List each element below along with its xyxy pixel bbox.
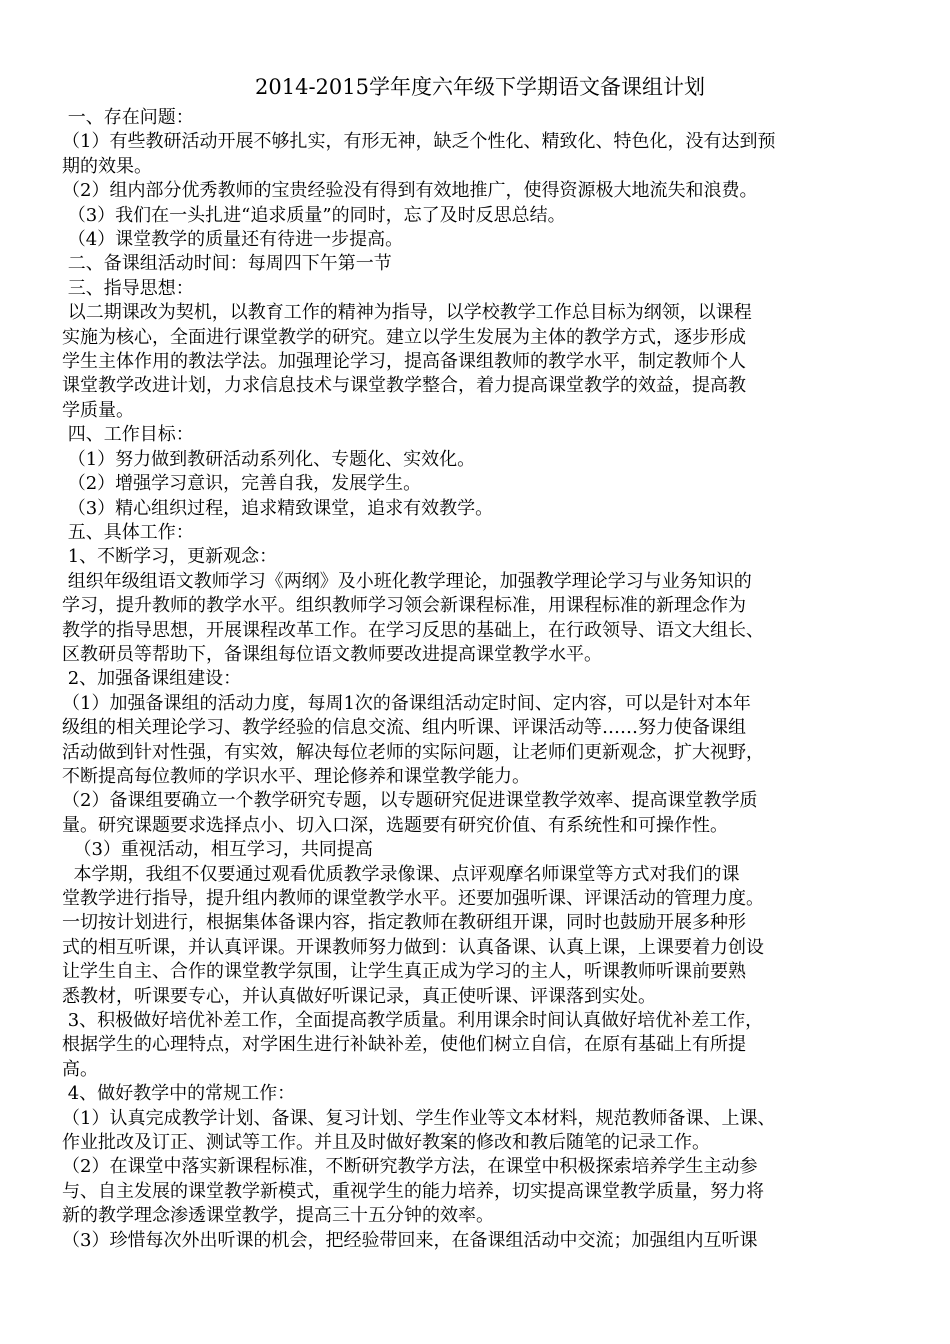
text-line: 式的相互听课，并认真评课。开课教师努力做到：认真备课、认真上课，上课要着力创设 xyxy=(62,936,764,958)
text-line: （3）重视活动，相互学习，共同提高 xyxy=(62,839,373,861)
document-title: 2014-2015学年度六年级下学期语文备课组计划 xyxy=(255,75,705,99)
text-line: 悉教材，听课要专心，并认真做好听课记录，真正使听课、评课落到实处。 xyxy=(62,985,656,1007)
text-line: （2）增强学习意识，完善自我，发展学生。 xyxy=(62,473,422,495)
text-line: 活动做到针对性强，有实效，解决每位老师的实际问题，让老师们更新观念，扩大视野， xyxy=(62,741,764,763)
text-line: （2）备课组要确立一个教学研究专题，以专题研究促进课堂教学效率、提高课堂教学质 xyxy=(62,790,758,812)
text-line: 课堂教学改进计划，力求信息技术与课堂教学整合，着力提高课堂教学的效益，提高教 xyxy=(62,375,746,397)
text-line: （4）课堂教学的质量还有待进一步提高。 xyxy=(62,229,404,251)
text-line: 量。研究课题要求选择点小、切入口深，选题要有研究价值、有系统性和可操作性。 xyxy=(62,814,728,836)
text-line: 学习，提升教师的教学水平。组织教师学习领会新课程标准，用课程标准的新理念作为 xyxy=(62,595,746,617)
text-line: 组织年级组语文教师学习《两纲》及小班化教学理论，加强教学理论学习与业务知识的 xyxy=(62,570,752,592)
text-line: 以二期课改为契机，以教育工作的精神为指导，以学校教学工作总目标为纲领，以课程 xyxy=(62,302,752,324)
text-line: （3）珍惜每次外出听课的机会，把经验带回来，在备课组活动中交流；加强组内互听课 xyxy=(62,1229,758,1251)
text-line: 期的效果。 xyxy=(62,155,152,177)
document-body xyxy=(62,106,898,1253)
text-line: 教学的指导思想，开展课程改革工作。在学习反思的基础上，在行政领导、语文大组长、 xyxy=(62,619,764,641)
text-line: （3）我们在一头扎进“追求质量”的同时，忘了及时反思总结。 xyxy=(62,204,566,226)
text-line: 让学生自主、合作的课堂教学氛围，让学生真正成为学习的主人，听课教师听课前要熟 xyxy=(62,961,746,983)
text-line: 五、具体工作： xyxy=(62,521,194,543)
text-line: （1）有些教研活动开展不够扎实，有形无神，缺乏个性化、精致化、特色化，没有达到预 xyxy=(62,131,776,153)
text-line: 不断提高每位教师的学识水平、理论修养和课堂教学能力。 xyxy=(62,765,530,787)
text-line: 三、指导思想： xyxy=(62,277,194,299)
text-line: （1）努力做到教研活动系列化、专题化、实效化。 xyxy=(62,448,476,470)
text-line: 一、存在问题： xyxy=(62,107,194,128)
text-line: 4、做好教学中的常规工作： xyxy=(62,1083,296,1105)
text-line: 级组的相关理论学习、教学经验的信息交流、组内听课、评课活动等……努力使备课组 xyxy=(62,717,746,739)
text-line: 作业批改及订正、测试等工作。并且及时做好教案的修改和教后随笔的记录工作。 xyxy=(62,1132,710,1154)
text-line: 学质量。 xyxy=(62,399,134,421)
text-line: 本学期，我组不仅要通过观看优质教学录像课、点评观摩名师课堂等方式对我们的课 xyxy=(62,863,740,885)
text-line: 3、积极做好培优补差工作，全面提高教学质量。利用课余时间认真做好培优补差工作， xyxy=(62,1010,764,1032)
text-line: 学生主体作用的教法学法。加强理论学习，提高备课组教师的教学水平，制定教师个人 xyxy=(62,351,746,373)
text-line: 一切按计划进行，根据集体备课内容，指定教师在教研组开课，同时也鼓励开展多种形 xyxy=(62,912,746,934)
text-line: （1）认真完成教学计划、备课、复习计划、学生作业等文本材料，规范教师备课、上课、 xyxy=(62,1107,776,1129)
text-line: （2）组内部分优秀教师的宝贵经验没有得到有效地推广，使得资源极大地流失和浪费。 xyxy=(62,180,758,202)
text-line: 四、工作目标： xyxy=(62,424,194,446)
text-line: （3）精心组织过程，追求精致课堂，追求有效教学。 xyxy=(62,497,494,519)
text-line: 区教研员等帮助下，备课组每位语文教师要改进提高课堂教学水平。 xyxy=(62,643,602,665)
text-line: 实施为核心，全面进行课堂教学的研究。建立以学生发展为主体的教学方式，逐步形成 xyxy=(62,326,746,348)
text-line: 与、自主发展的课堂教学新模式，重视学生的能力培养，切实提高课堂教学质量，努力将 xyxy=(62,1180,764,1202)
text-line: 二、备课组活动时间：每周四下午第一节 xyxy=(62,253,392,275)
text-line: 2、加强备课组建设： xyxy=(62,668,242,690)
text-line: （2）在课堂中落实新课程标准，不断研究教学方法，在课堂中积极探索培养学生主动参 xyxy=(62,1156,758,1178)
text-line: （1）加强备课组的活动力度，每周1次的备课组活动定时间、定内容，可以是针对本年 xyxy=(62,692,751,714)
text-line: 新的教学理念渗透课堂教学，提高三十五分钟的效率。 xyxy=(62,1205,494,1227)
text-line: 1、不断学习，更新观念： xyxy=(62,546,278,568)
text-line: 根据学生的心理特点，对学困生进行补缺补差，使他们树立自信，在原有基础上有所提 xyxy=(62,1034,746,1056)
text-line: 高。 xyxy=(62,1058,98,1080)
text-line: 堂教学进行指导，提升组内教师的课堂教学水平。还要加强听课、评课活动的管理力度。 xyxy=(62,888,764,909)
